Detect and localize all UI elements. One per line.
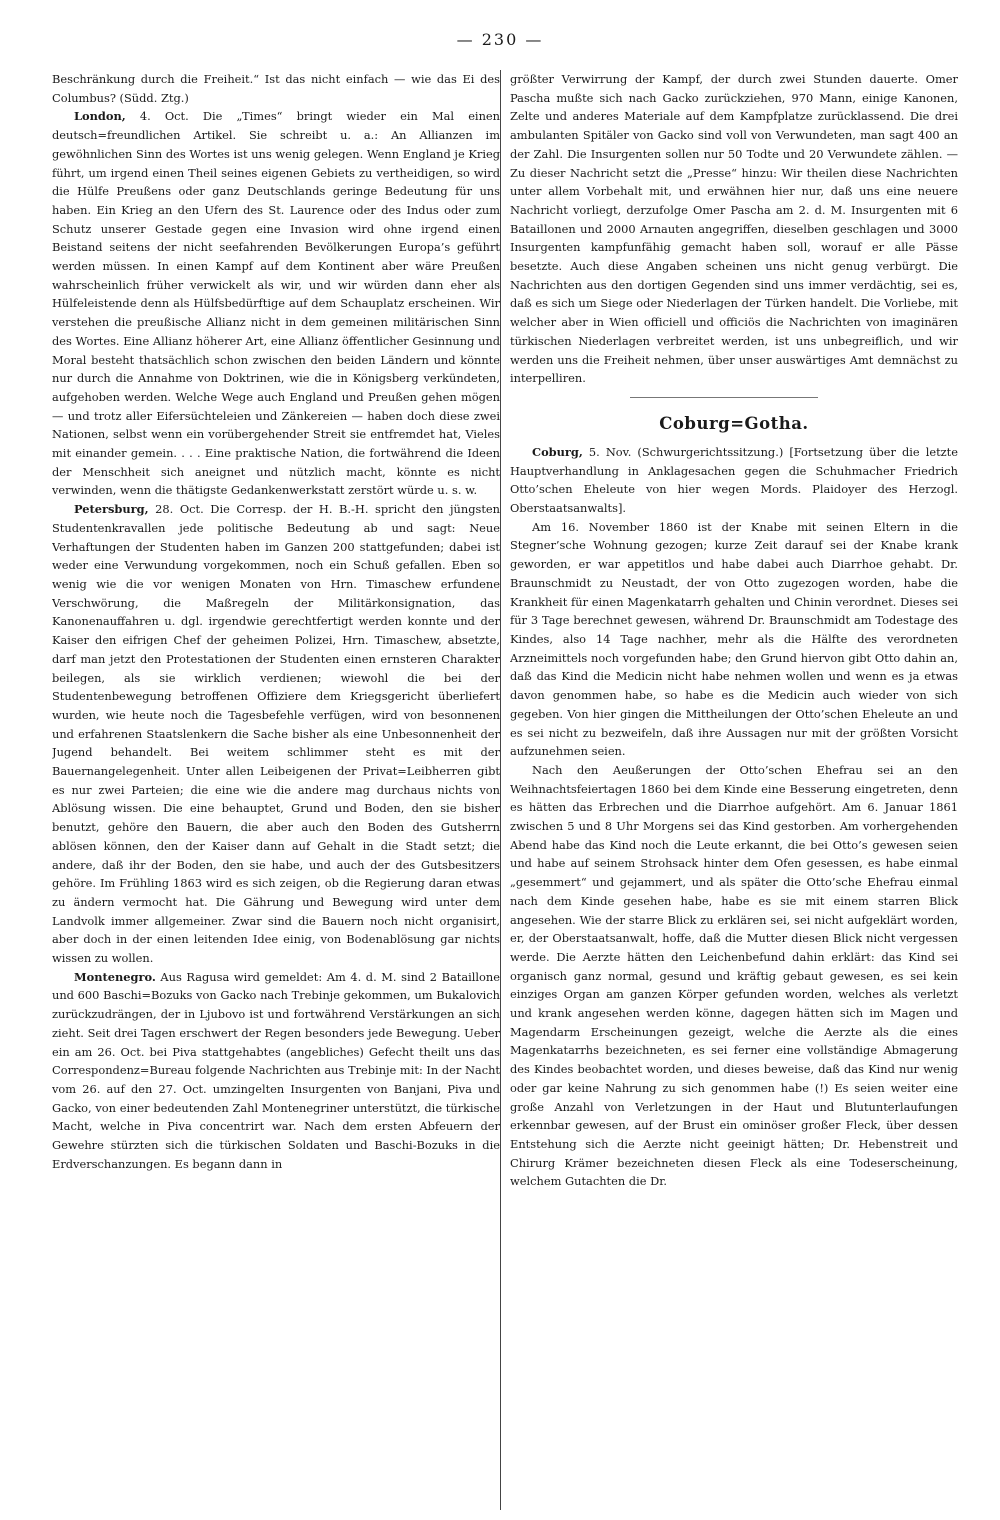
dateline-coburg: Coburg,: [532, 444, 583, 459]
article-london: [52, 107, 500, 500]
article-paragraph: Beschränkung durch die Freiheit.“ Ist das nicht einfach — wie das Ei des Columbus? (Südd. Ztg.): [52, 72, 500, 105]
article-paragraph: größter Verwirrung der Kampf, der durch zwei Stunden dauerte. Omer Pascha mußte sich nach Gacko zurückziehen, 970 Mann, einige Kanonen, Zelte und anderes Materiale auf dem Kampfplatze zurücklassend. Die drei ambulanten Spitäler von Gacko sind voll von Verwundeten, man sagt 400 an der Zahl. Die Insurgenten sollen nur 50 Todte und 20 Verwundete zählen. — Zu dieser Nachricht setzt die „Presse“ hinzu: Wir theilen diese Nachrichten unter allem Vorbehalt mit, und erwähnen hier nur, daß uns eine neuere Nachricht vorliegt, derzufolge Omer Pascha am 2. d. M. Insurgenten mit 6 Bataillonen und 2000 Arnauten angegriffen, dieselben geschlagen und 3000 Insurgenten kampfunfähig gemacht haben soll, worauf er alle Pässe besetzte. Auch diese Angaben scheinen uns nicht genug verbürgt. Die Nachrichten aus den dortigen Gegenden sind uns immer verdächtig, sei es, daß es sich um Siege oder Niederlagen der Türken handelt. Die Vorliebe, mit welcher aber in Wien officiell und officiös die Nachrichten von imaginären türkischen Niederlagen verbreitet werden, ist uns unbegreiflich, und wir werden uns die Freiheit nehmen, über unser auswärtiges Amt demnächst zu interpelliren.: [510, 72, 958, 386]
page-number: — 230 —: [456, 30, 544, 49]
section-heading: Coburg=Gotha.: [659, 413, 809, 433]
left-column: [52, 70, 500, 1510]
article-coburg: [510, 443, 958, 518]
dateline-montenegro: Montenegro.: [74, 969, 156, 984]
article-montenegro: [52, 968, 500, 1174]
separator-rule: [510, 388, 958, 408]
dateline-london: London,: [74, 109, 126, 124]
article-paragraph: Nach den Aeußerungen der Otto’schen Ehefrau sei an den Weihnachtsfeiertagen 1860 bei dem Kinde eine Besserung eingetreten, denn es hätten das Erbrechen und die Diarrhoe aufgehört. Am 6. Januar 1861 zwischen 5 und 8 Uhr Morgens sei das Kind gestorben. Am vorhergehenden Abend habe das Kind noch die Leute erkannt, die bei Otto’s gewesen seien und habe auf seinem Strohsack hinter dem Ofen gesessen, es habe einmal „gesemmert“ und gejammert, und als später die Otto’sche Ehefrau einmal nach dem Kinde gesehen habe, habe es sie mit einem starren Blick angesehen. Wie der starre Blick zu erklären sei, sei nicht aufgeklärt worden, er, der Oberstaatsanwalt, hoffe, daß die Mutter diesen Blick nicht vergessen werde. Die Aerzte hätten den Leichenbefund dahin erklärt: das Kind sei organisch ganz normal, gesund und kräftig gebaut gewesen, es sei kein einziges Organ am ganzen Körper gefunden worden, welches als verletzt und krank angesehen werden könne, dagegen hätten sich im Magen und Magendarm Erscheinungen gezeigt, welche die Aerzte als die eines Magenkatarrhs bezeichneten, es sei ferner eine vollständige Abmagerung des Kindes beobachtet worden, und dieses beweise, daß das Kind nur wenig oder gar keine Nahrung zu sich genommen habe (!) Es seien weiter eine große Anzahl von Verletzungen in der Haut und Blutunterlaufungen erkennbar gewesen, auf der Brust ein ominöser großer Fleck, über dessen Entstehung sich die Aerzte nicht geeinigt hätten; Dr. Hebenstreit und Chirurg Krämer bezeichneten diesen Fleck als eine Todeserscheinung, welchem Gutachten die Dr.: [510, 762, 958, 1189]
article-coburg-text: 5. Nov. (Schwurgerichtssitzung.) [Fortsetzung über die letzte Hauptverhandlung in Anklagesachen gegen die Schuhmacher Friedrich Otto’schen Eheleute von hier wegen Mords. Plaidoyer des Herzogl. Oberstaatsanwalts].: [510, 444, 958, 516]
article-petersburg-text: 28. Oct. Die Corresp. der H. B.-H. spricht den jüngsten Studentenkravallen jede politische Bedeutung ab und sagt: Neue Verhaftungen der Studenten haben im Ganzen 200 stattgefunden; dabei ist weder eine Verwundung vorgekommen, noch ein Schuß gefallen. Eben so wenig wie die vor wenigen Monaten von Hrn. Timaschew erfundene Verschwörung, die Maßregeln der Militärkonsignation, das Kanonenauffahren u. dgl. irgendwie gerechtfertigt werden konnte und der Kaiser den eifrigen Chef der geheimen Polizei, Hrn. Timaschew, absetzte, darf man jetzt den Protestationen der Studenten einen ernsteren Charakter beilegen, als sie wirklich verdienen; wiewohl die bei der Studentenbewegung betroffenen Offiziere dem Kriegsgericht überliefert wurden, wie heute noch die Tagesbefehle verfügen, wird von besonnenen und erfahrenen Staatslenkern die Sache bisher als eine Unbesonnenheit der Jugend behandelt. Bei weitem schlimmer steht es mit der Bauernangelegenheit. Unter allen Leibeigenen der Privat=Leibherren gibt es nur zwei Parteien; die eine wie die andere mag durchaus nichts von Ablösung wissen. Die eine behauptet, Grund und Boden, den sie bisher benutzt, gehöre den Bauern, die aber auch den Boden des Gutsherrn ablösen können, den der Kaiser dann auf Gehalt in die Stadt setzt; die andere, daß ihr der Boden, den sie habe, und auch der des Gutsbesitzers gehöre. Im Frühling 1863 wird es sich zeigen, ob die Regierung daran etwas zu ändern vermocht hat. Die Gährung und Bewegung wird unter dem Landvolk immer allgemeiner. Zwar sind die Bauern noch nicht organisirt, aber doch in der einen leitenden Idee einig, von Bodenablösung gar nichts wissen zu wollen.: [52, 502, 500, 966]
article-montenegro-text: Aus Ragusa wird gemeldet: Am 4. d. M. sind 2 Bataillone und 600 Baschi=Bozuks von Gacko nach Trebinje gekommen, um Bukalovich zurückzudrängen, der in Ljubovo ist und fortwährend Verstärkungen an sich zieht. Seit drei Tagen erschwert der Regen besonders jede Bewegung. Ueber ein am 26. Oct. bei Piva stattgehabtes (angebliches) Gefecht theilt uns das Correspondenz=Bureau folgende Nachrichten aus Trebinje mit: In der Nacht vom 26. auf den 27. Oct. umzingelten Insurgenten von Banjani, Piva und Gacko, von einer bedeutenden Zahl Montenegriner unterstützt, die türkische Macht, welche in Piva concentrirt war. Nach dem ersten Abfeuern der Gewehre stürzten sich die türkischen Soldaten und Baschi-Bozuks in die Erdverschanzungen. Es begann dann in: [52, 969, 500, 1171]
right-column: [510, 70, 958, 1510]
separator-line: [630, 397, 818, 398]
article-paragraph: Am 16. November 1860 ist der Knabe mit seinen Eltern in die Stegner’sche Wohnung gezogen; kurze Zeit darauf sei der Knabe krank geworden, er war appetitlos und habe dabei auch Diarrhoe gehabt. Dr. Braunschmidt zu Neustadt, der von Otto zugezogen worden, habe die Krankheit für einen Magenkatarrh gehalten und Chinin verordnet. Dieses sei für 3 Tage berechnet gewesen, während Dr. Braunschmidt am Todestage des Kindes, also 14 Tage nachher, mehr als die Hälfte des verordneten Arzneimittels noch vorgefunden habe; den Grund hiervon gibt Otto dahin an, daß das Kind die Medicin nicht habe nehmen wollen und wenn es ja etwas davon genommen habe, so habe es die Medicin auch wieder von sich gegeben. Von hier gingen die Mittheilungen der Otto’schen Eheleute an und es sei nicht zu bezweifeln, daß ihre Aussagen nur mit der größten Vorsicht aufzunehmen seien.: [510, 519, 958, 759]
dateline-petersburg: Petersburg,: [74, 502, 149, 517]
article-petersburg: [52, 500, 500, 968]
column-divider: [500, 70, 501, 1510]
article-london-text: 4. Oct. Die „Times“ bringt wieder ein Mal einen deutsch=freundlichen Artikel. Sie schreibt u. a.: An Allianzen im gewöhnlichen Sinn des Wortes ist uns wenig gelegen. Wenn England je Krieg führt, um irgend einen Theil seines eigenen Gebiets zu vertheidigen, so wird die Hülfe Preußens oder ganz Deutschlands geringe Bedeutung für uns haben. Ein Krieg an den Ufern des St. Laurence oder des Indus oder zum Schutz unserer Gestade gegen eine Invasion wird ohne irgend einen Beistand seitens der nicht seefahrenden Bevölkerungen Europa’s geführt werden müssen. In einen Kampf auf dem Kontinent aber wäre Preußen wahrscheinlich früher verwickelt als wir, und wir würden dann eher als Hülfeleistende denn als Hülfsbedürftige auf dem Schauplatz erscheinen. Wir verstehen die preußische Allianz nicht in dem gemeinen militärischen Sinn des Wortes. Eine Allianz höherer Art, eine Allianz öffentlicher Gesinnung und Moral besteht thatsächlich schon zwischen den beiden Ländern und könnte nur durch die Annahme von Doktrinen, wie die in Königsberg verkündeten, aufgehoben werden. Welche Wege auch England und Preußen gehen mögen — und trotz aller Eifersüchteleien und Zänkereien — haben doch diese zwei Nationen, selbst wenn ein vorübergehender Streit sie entfremdet hat, Vieles mit einander gemein. . . . Eine praktische Nation, die fortwährend die Ideen der Menschheit sich aneignet und nützlich macht, könnte es nicht verwinden, wenn die thätigste Gedankenwerkstatt zerstört würde u. s. w.: [52, 109, 500, 498]
